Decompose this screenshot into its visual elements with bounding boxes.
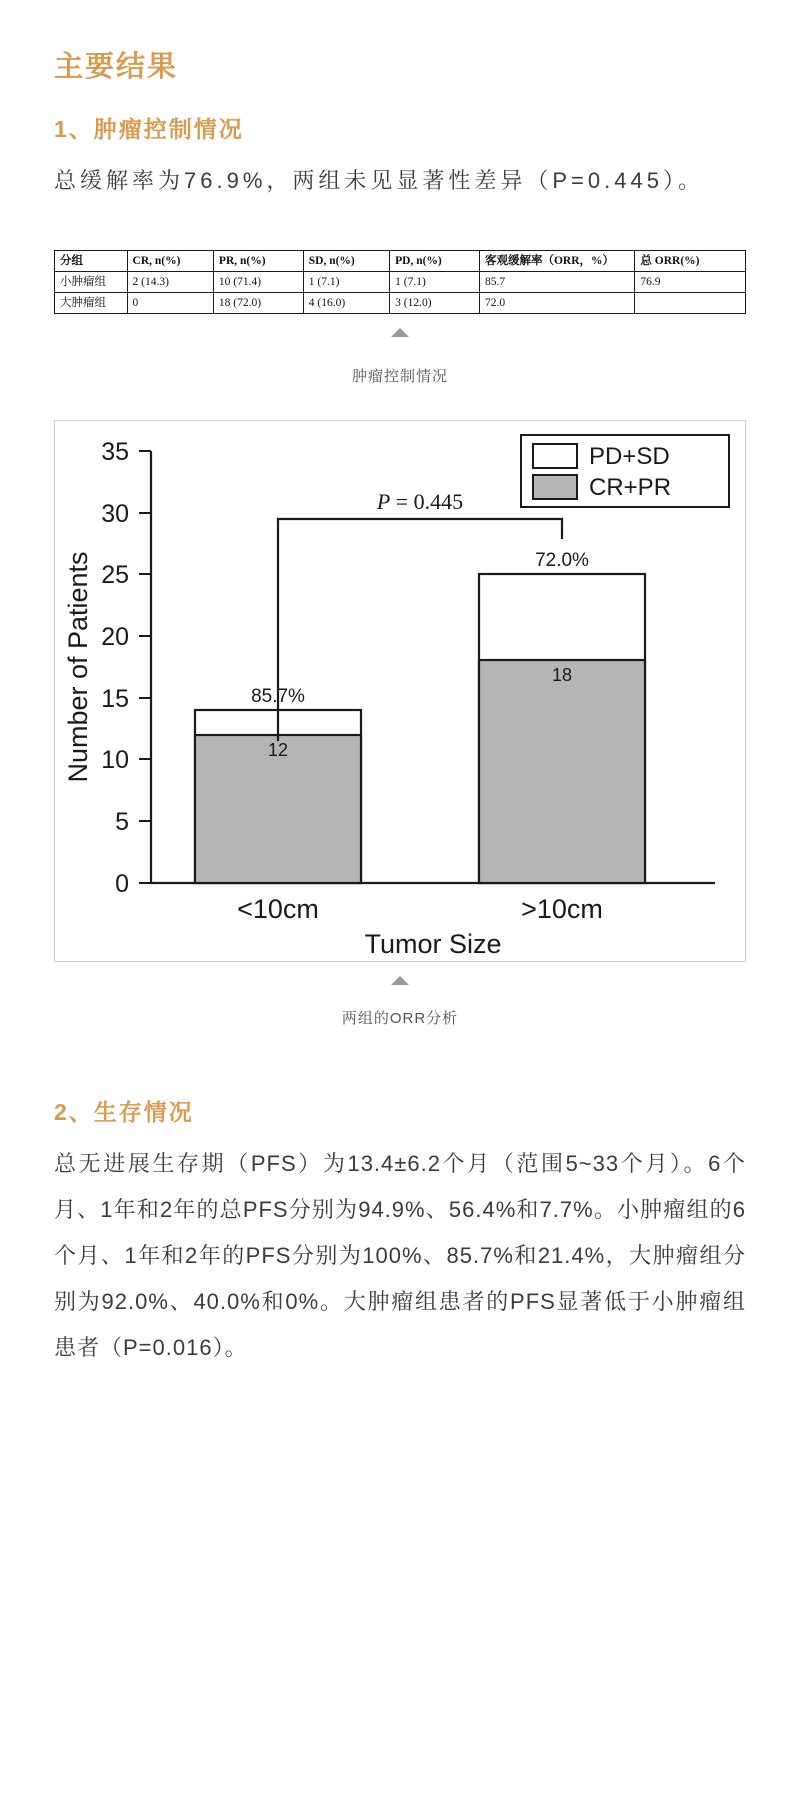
table-cell	[635, 293, 746, 314]
table-caption: 肿瘤控制情况	[351, 368, 448, 385]
tumor-control-table	[54, 250, 746, 314]
bar-value-label-gt10cm: 18	[551, 665, 573, 685]
table-cell: 76.9	[635, 272, 746, 293]
table-row	[55, 272, 746, 293]
legend-swatch-pd-sd	[533, 444, 577, 468]
table-cell: 1 (7.1)	[390, 272, 480, 293]
y-tick-label: 10	[101, 746, 129, 774]
bar-group-gt10cm	[479, 550, 645, 883]
table-cell: 2 (14.3)	[127, 272, 213, 293]
table-header-cell: 分组	[55, 251, 128, 272]
table-cell: 72.0	[479, 293, 634, 314]
table-header-row	[55, 251, 746, 272]
orr-bar-chart	[55, 421, 745, 961]
bar-crpr-gt10cm	[479, 660, 645, 883]
table-header-cell: 客观缓解率（ORR，%）	[479, 251, 634, 272]
bar-value-label-lt10cm: 12	[267, 740, 289, 760]
section-paragraph-2: 总无进展生存期（PFS）为13.4±6.2个月（范围5~33个月）。6个月、1年和2年的总PFS分别为94.9%、56.4%和7.7%。小肿瘤组的6个月、1年和2年的PFS分别为100%、85.7%和21.4%，大肿瘤组分别为92.0%、40.0%和0%。大肿瘤组患者的PFS显著低于小肿瘤组患者（P=0.016）。	[54, 1151, 746, 1360]
table-cell: 4 (16.0)	[303, 293, 389, 314]
orr-chart-block	[54, 420, 746, 1028]
section-spacer	[54, 1028, 746, 1080]
table-cell: 0	[127, 293, 213, 314]
table-header-cell: 总 ORR(%)	[635, 251, 746, 272]
x-tick-label-lt10cm: <10cm	[237, 894, 319, 924]
tumor-control-table-block	[54, 250, 746, 386]
y-tick-label: 5	[115, 808, 129, 836]
table-cell: 85.7	[479, 272, 634, 293]
p-value-label	[376, 489, 463, 514]
table-header-cell: PR, n(%)	[213, 251, 303, 272]
table-cell: 大肿瘤组	[55, 293, 128, 314]
y-axis-title: Number of Patients	[63, 551, 93, 783]
p-value-number: = 0.445	[390, 489, 464, 514]
y-axis	[63, 438, 151, 898]
y-tick-label: 30	[101, 500, 129, 528]
legend-swatch-cr-pr	[533, 475, 577, 499]
table-header-cell: PD, n(%)	[390, 251, 480, 272]
table-row	[55, 293, 746, 314]
p-value-symbol: P	[376, 489, 391, 514]
y-tick-label: 15	[101, 685, 129, 713]
legend-label-cr-pr: CR+PR	[589, 474, 672, 501]
x-tick-label-gt10cm: >10cm	[521, 894, 603, 924]
section-heading-1: 1、肿瘤控制情况	[54, 116, 244, 142]
table-cell: 10 (71.4)	[213, 272, 303, 293]
bar-pct-label-lt10cm: 85.7%	[251, 686, 305, 707]
table-header-cell: SD, n(%)	[303, 251, 389, 272]
legend-label-pd-sd: PD+SD	[589, 443, 670, 470]
table-cell: 3 (12.0)	[390, 293, 480, 314]
page-title: 主要结果	[54, 51, 179, 83]
y-tick-label: 35	[101, 438, 129, 466]
y-tick-label: 0	[115, 870, 129, 898]
chart-frame	[54, 420, 746, 962]
table-cell: 1 (7.1)	[303, 272, 389, 293]
bar-pct-label-gt10cm: 72.0%	[535, 550, 589, 571]
chart-legend	[521, 435, 729, 507]
section-heading-2: 2、生存情况	[54, 1099, 194, 1125]
table-cell: 18 (72.0)	[213, 293, 303, 314]
caret-up-icon	[391, 328, 409, 337]
y-tick-label: 25	[101, 561, 129, 589]
x-axis-title: Tumor Size	[364, 929, 502, 959]
table-header-cell: CR, n(%)	[127, 251, 213, 272]
caret-up-icon	[391, 976, 409, 985]
chart-caption: 两组的ORR分析	[341, 1010, 459, 1027]
y-tick-label: 20	[101, 623, 129, 651]
section-paragraph-1: 总缓解率为76.9%，两组未见显著性差异（P=0.445）。	[54, 168, 704, 193]
table-cell: 小肿瘤组	[55, 272, 128, 293]
